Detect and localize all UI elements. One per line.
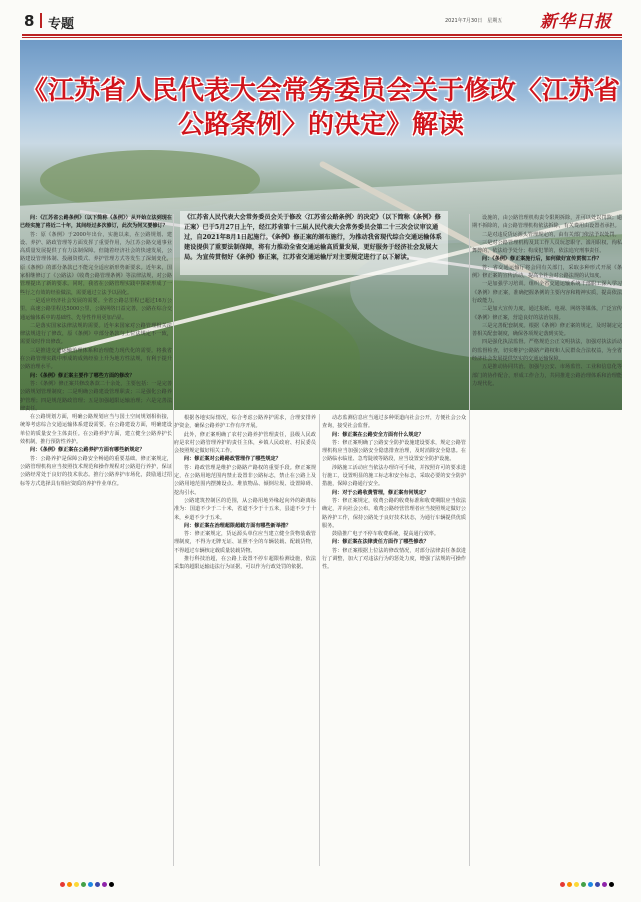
header-rule-thin	[22, 37, 622, 38]
header-rule	[22, 34, 622, 36]
body-paragraph: 答：路政管理是维护公路路产路权的重要手段。修正案规定，在公路用地范围内禁止设置非公路标志，禁止在公路上及公路用地范围内摆摊设点、堆放物品、倾倒垃圾、设置障碍、挖沟引水。	[174, 464, 316, 496]
body-paragraph: 答：修正案根据上位法的修改情况，对部分法律责任条款进行了调整，加大了对违法行为的惩处力度，增强了法规的可操作性。	[322, 547, 466, 571]
body-paragraph: 设施的，由公路管理机构责令限期拆除，并可以处以罚款；逾期不拆除的，由公路管理机构依法拆除，有关费用由设置者承担。	[472, 215, 622, 230]
question-paragraph: 问：修正案在治理超限超载方面有哪些新举措？	[184, 522, 291, 529]
registration-dot	[88, 882, 93, 887]
body-paragraph: 答：修正案规定，货运源头单位应当建立健全货物装载管理制度，不得为无牌无证、证照不全的车辆装载、配载货物，不得超过车辆核定载质量装载货物。	[174, 531, 316, 554]
body-paragraph: 二是对违反货运源头管理规定的，由有关部门依法予以处罚。	[482, 231, 620, 238]
registration-dot	[95, 882, 100, 887]
body-paragraph: 二是落实国家法律法规的需要。近年来国家对公路管理相关法律法规进行了修改，原《条例》中部分条款与上位法规定不一致，需要及时作出修改。	[20, 322, 172, 346]
registration-dot	[102, 882, 107, 887]
article-column-1	[20, 214, 172, 866]
column-divider	[173, 214, 174, 866]
body-paragraph: 三是完善配套制度。根据《条例》修正案的规定，及时制定完善相关配套制度，确保各项规定落到实处。	[472, 322, 622, 338]
intro-lead: 《江苏省人民代表大会常务委员会关于修改〈江苏省公路条例〉的决定》（以下简称《条例》修正案）已于5月27日上午，经江苏省第十三届人民代表大会常务委员会第二十三次会议审议通过，自2021年8月1日起施行。《条例》修正案的颁布施行，为推动我省现代综合交通运输体系建设提供了重要法制保障，将有力推动全省交通运输高质量发展，更好服务于经济社会发展大局。为宣传贯彻好《条例》修正案，江苏省交通运输厅对主要规定进行了以下解读。	[180, 211, 448, 275]
registration-dot	[60, 882, 65, 887]
question-paragraph: 问：修正案在公路安全方面有什么规定？	[332, 431, 424, 438]
body-paragraph: 一是适应经济社会发展的需要。全省公路总里程已超过16万公里，高速公路里程达5000公里，公路网络日益完善，公路在综合交通运输体系中的基础性、先导性作用更加凸显。	[20, 297, 172, 321]
column-divider	[469, 214, 470, 866]
body-paragraph: 此外，修正案明确了农村公路养护管理责任，县级人民政府是农村公路管理养护的责任主体，乡镇人民政府、村民委员会按照规定做好相关工作。	[174, 431, 316, 455]
body-paragraph: 三是推进交通运输治理体系和治理能力现代化的需要。将我省在公路管理实践中形成的成熟经验上升为地方性法规，有利于提升公路治理水平。	[20, 347, 172, 371]
issue-date: 2021年7月30日 星期五	[445, 18, 503, 24]
body-paragraph: 三是对公路管理机构及其工作人员玩忽职守、滥用职权、徇私舞弊的，依法给予处分；构成犯罪的，依法追究刑事责任。	[472, 239, 622, 255]
body-paragraph: 答：省交通运输厅将会同有关部门，采取多种形式开展《条例》修正案的宣传活动，提高全社会对公路法规的认知度。	[472, 264, 622, 280]
page-number: 8	[24, 12, 35, 30]
article-column-4	[472, 214, 622, 866]
registration-dot	[574, 882, 579, 887]
registration-dot	[595, 882, 600, 887]
body-paragraph: 在公路规划方面，明确公路规划应当与国土空间规划相衔接，统筹考虑综合交通运输体系建设需要。在公路建设方面，明确建设单位的质量安全主体责任。在公路养护方面，建立健全公路养护长效机制，推行预防性养护。	[20, 414, 172, 446]
page-header	[0, 0, 641, 34]
registration-dot	[588, 882, 593, 887]
registration-dot	[609, 882, 614, 887]
question-paragraph: 问：《条例》修正案主要作了哪些方面的修改？	[30, 372, 135, 379]
body-paragraph: 答：《条例》修正案共修改条款二十余处，主要包括：一是完善公路规划管理制度；二是明确公路建设管理职责；三是强化公路养护管理；四是规范路政管理；五是加强超限运输治理；六是完善法律责任。	[20, 380, 172, 412]
body-paragraph: 答：修正案规定，收费公路的收费标准和收费期限应当依法确定，并向社会公布。收费公路经营管理者应当按照规定做好公路养护工作，保持公路处于良好技术状态，为通行车辆提供优质服务。	[322, 497, 466, 529]
newspaper-logo: 新华日报	[540, 12, 612, 32]
body-paragraph: 公路建筑控制区的范围，从公路用地外缘起向外的距离标准为：国道不少于二十米，省道不少于十五米，县道不少于十米，乡道不少于五米。	[174, 497, 316, 521]
body-paragraph: 根据各地实际情况，综合考虑公路养护需求，合理安排养护资金，确保公路养护工作有序开展。	[174, 415, 316, 430]
registration-dot	[581, 882, 586, 887]
body-paragraph: 五是推动协同共治。加强与公安、市场监管、工业和信息化等部门的协作配合，形成工作合力，共同推进公路治理体系和治理能力现代化。	[472, 364, 622, 387]
registration-dot	[109, 882, 114, 887]
article-column-3	[322, 414, 466, 866]
registration-dot	[81, 882, 86, 887]
registration-dot	[602, 882, 607, 887]
body-paragraph: 动态监测信息应当通过多种渠道向社会公开，方便社会公众查询，接受社会监督。	[322, 415, 466, 430]
article-column-2	[174, 414, 316, 866]
header-divider	[40, 13, 42, 28]
question-paragraph: 问：《条例》修正案施行后，如何做好宣传贯彻工作？	[482, 256, 602, 263]
body-paragraph: 涉路施工活动应当依法办理许可手续，并按照许可的要求进行施工，设置明显的施工标志和安全标志，采取必要的安全防护措施，保障公路通行安全。	[322, 464, 466, 488]
registration-dot	[567, 882, 572, 887]
body-paragraph: 答：修正案明确了公路安全防护设施建设要求，规定公路管理机构应当加强公路安全隐患排查治理，及时消除安全隐患。在公路临水临崖、急弯陡坡等路段，应当设置安全防护设施。	[322, 439, 466, 463]
registration-dot	[67, 882, 72, 887]
body-paragraph: 一是加强学习培训。组织全省交通运输系统干部职工深入学习《条例》修正案，准确把握条例的主要内容和精神实质，提高依法行政能力。	[472, 281, 622, 304]
body-paragraph: 答：公路养护是保障公路安全畅通的重要基础。修正案规定，公路管理机构应当按照技术规范和操作规程对公路进行养护，保证公路经常处于良好的技术状态。推行公路养护市场化，鼓励通过招标等方式选择具有相应资质的养护作业单位。	[20, 455, 172, 487]
registration-dot	[74, 882, 79, 887]
body-paragraph: 四是强化执法监督。严格规范公正文明执法，加强对执法活动的监督检查，切实维护公路路产路权和人民群众合法权益，为全省经济社会发展提供坚实的交通运输保障。	[472, 339, 622, 363]
registration-dot	[560, 882, 565, 887]
body-paragraph: 答：原《条例》于2000年出台，实施以来，在公路规划、建设、养护、路政管理等方面发挥了重要作用，为江苏公路交通事业高质量发展提供了有力法制保障。但随着经济社会的快速发展，公路建设管理体制、投融资模式、养护管理方式等发生了深刻变化，原《条例》的部分条款已不能完全适应新形势新要求。近年来，国家相继修订了《公路法》《收费公路管理条例》等法律法规，对公路管理提出了新的要求。同时，我省在公路管理实践中探索形成了一些行之有效的经验做法，需要通过立法予以固化。	[20, 231, 172, 296]
question-paragraph: 问：《条例》修正案在公路养护方面有哪些新规定？	[30, 447, 145, 454]
column-divider	[319, 414, 320, 866]
question-paragraph: 问：《江苏省公路条例》（以下简称《条例》）从开始立法到现在已经实施了将近二十年，其间经过多次修订，此次为何又要修订？	[20, 215, 172, 230]
body-paragraph: 推行科技治超，在公路上设置不停车超限检测设施，依法采集的超限运输违法行为证据，可以作为行政处罚的依据。	[174, 556, 316, 571]
section-label: 专题	[48, 17, 75, 32]
headline: 《江苏省人民代表大会常务委员会关于修改〈江苏省公路条例〉的决定》解读	[21, 76, 620, 140]
body-paragraph: 鼓励推广电子不停车收费系统，提高通行效率。	[332, 531, 439, 538]
body-paragraph: 二是加大宣传力度。通过报纸、电视、网络等媒体，广泛宣传《条例》修正案，营造良好的法治氛围。	[472, 306, 622, 321]
question-paragraph: 问：修正案对公路路政管理作了哪些规定？	[184, 456, 281, 463]
question-paragraph: 问：对于公路收费管理，修正案有何规定？	[332, 489, 429, 496]
question-paragraph: 问：修正案在法律责任方面作了哪些修改？	[332, 539, 429, 546]
